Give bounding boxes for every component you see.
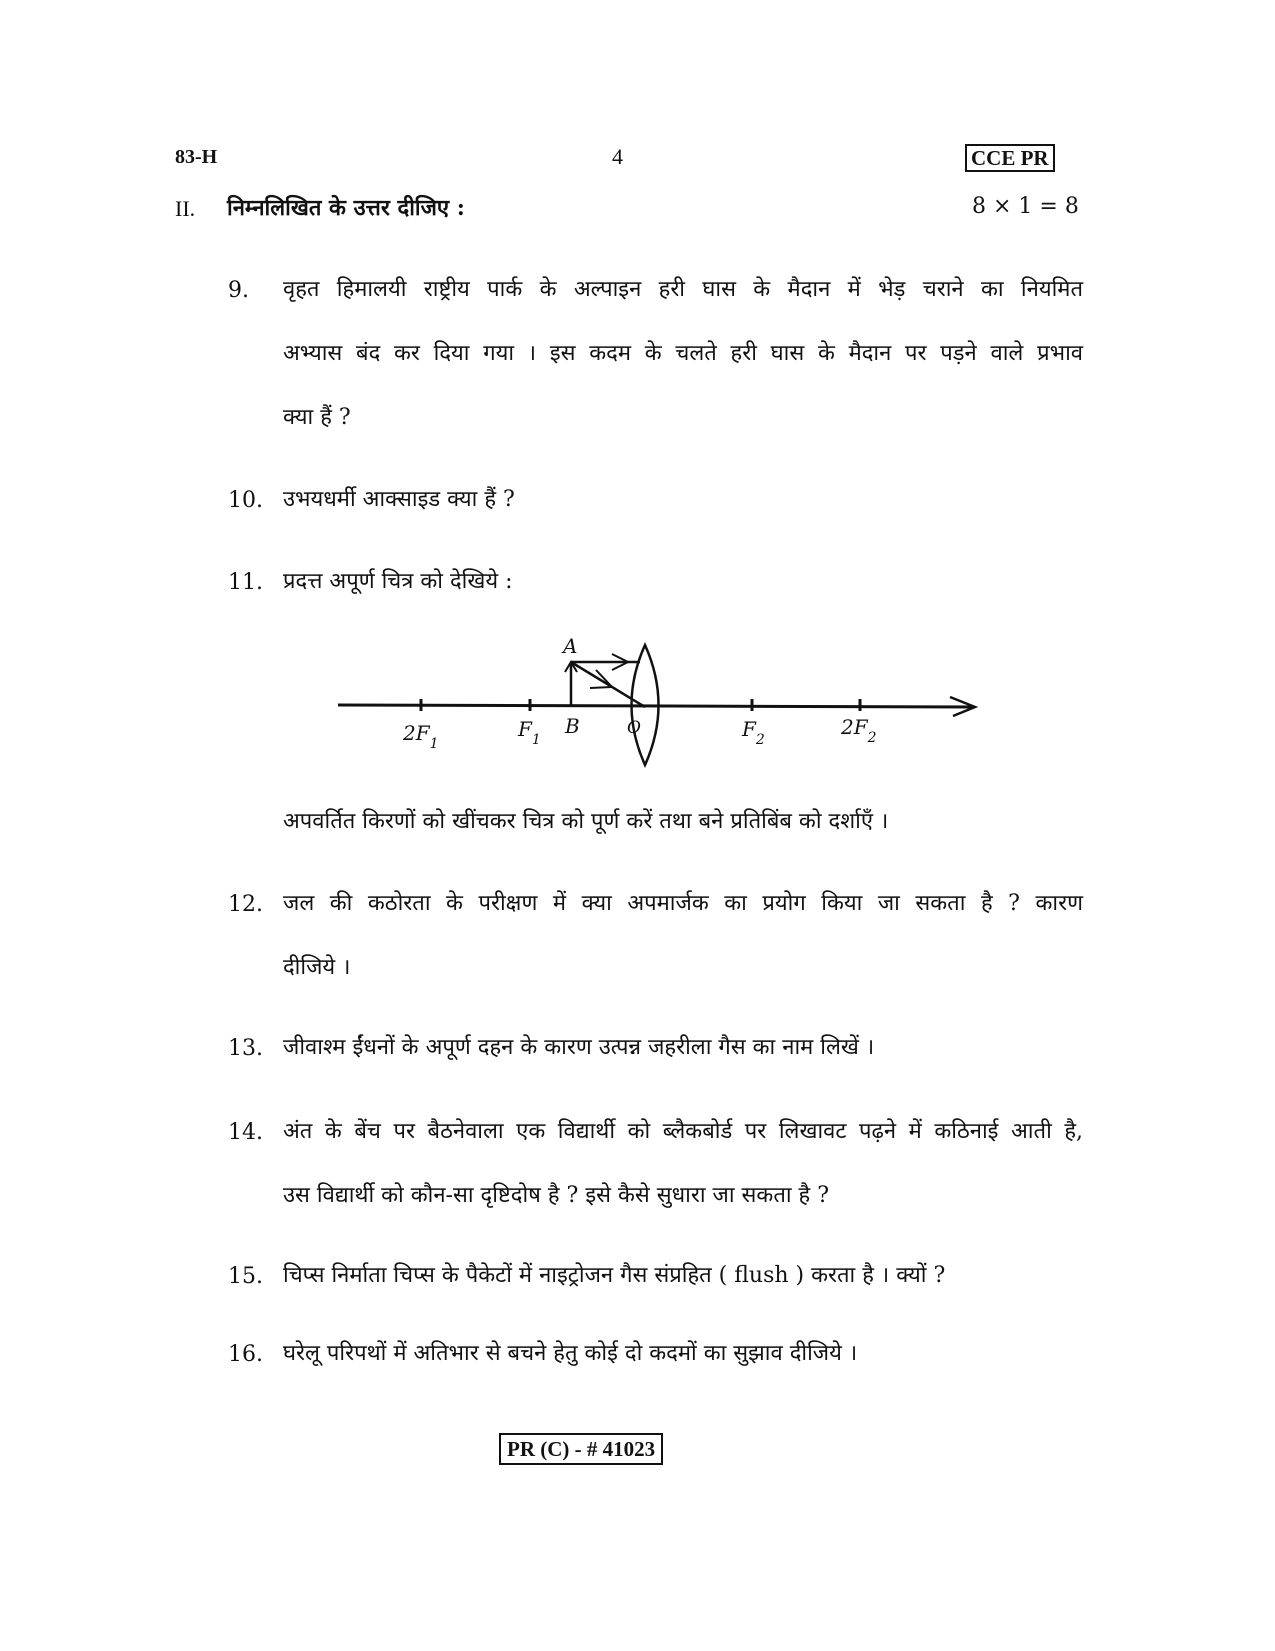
question-number: 10. [228,488,263,513]
label-2f2 [840,715,877,746]
footer-code-box: PR (C) - # 41023 [499,1433,663,1465]
section-number: II. [175,196,196,221]
label-f2-main: F [742,717,756,741]
question-number: 11. [228,570,263,595]
section-title: निम्नलिखित के उत्तर दीजिए : [227,195,465,221]
label-2f1-main: 2F [403,721,430,745]
lens-ray-diagram [0,0,1275,800]
question-instruction: अपवर्तित किरणों को खींचकर चित्र को पूर्ण करें तथा बने प्रतिबिंब को दर्शाएँ । [283,809,889,834]
subject-code: 83-H [175,146,218,168]
question-text: अंत के बेंच पर बैठनेवाला एक विद्यार्थी को ब्लैकबोर्ड पर लिखावट पढ़ने में कठिनाई आती है, [283,1119,1083,1144]
series-box: CCE PR [965,144,1055,172]
question-number: 14. [228,1120,263,1145]
section-marks: 8 × 1 = 8 [972,194,1079,219]
question-number: 15. [228,1264,263,1289]
question-number: 9. [228,278,249,303]
label-f1 [517,717,541,748]
question-text: उभयधर्मी आक्साइड क्या हैं ? [283,487,515,512]
question-text: अभ्यास बंद कर दिया गया । इस कदम के चलते हरी घास के मैदान पर पड़ने वाले प्रभाव [283,341,1083,366]
principal-axis [338,705,975,707]
label-f2-sub: 2 [755,732,765,748]
label-2f1 [402,721,439,752]
label-o: O [627,718,641,738]
question-text: घरेलू परिपथों में अतिभार से बचने हेतु कोई दो कदमों का सुझाव दीजिये । [283,1341,858,1366]
label-2f1-sub: 1 [429,736,439,752]
question-text: चिप्स निर्माता चिप्स के पैकेटों में नाइट्रोजन गैस संप्रहित ( flush ) करता है । क्यों ? [283,1263,946,1288]
label-f2 [741,717,765,748]
question-text: वृहत हिमालयी राष्ट्रीय पार्क के अल्पाइन हरी घास के मैदान में भेड़ चराने का नियमित [283,277,1083,302]
question-text: क्या हैं ? [283,405,351,430]
question-number: 13. [228,1036,263,1061]
question-number: 16. [228,1342,263,1367]
label-f1-sub: 1 [531,732,541,748]
label-a: A [563,634,578,658]
label-2f2-main: 2F [841,715,868,739]
question-number: 12. [228,892,263,917]
question-text: प्रदत्त अपूर्ण चित्र को देखिये : [283,569,513,594]
question-text: जीवाश्म ईंधनों के अपूर्ण दहन के कारण उत्पन्न जहरीला गैस का नाम लिखें । [283,1035,875,1060]
question-text: उस विद्यार्थी को कौन-सा दृष्टिदोष है ? इसे कैसे सुधारा जा सकता है ? [283,1183,830,1208]
label-f1-main: F [518,717,532,741]
label-2f2-sub: 2 [867,730,877,746]
question-text: जल की कठोरता के परीक्षण में क्या अपमार्जक का प्रयोग किया जा सकता है ? कारण [283,891,1083,916]
label-b: B [565,714,580,738]
page-number: 4 [612,144,623,169]
question-text: दीजिये । [283,955,351,980]
